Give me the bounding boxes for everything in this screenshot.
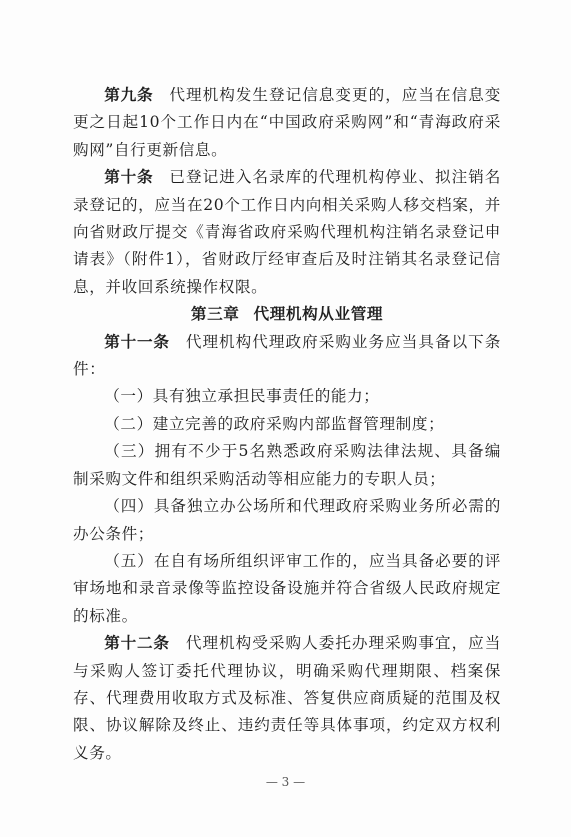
page-number: — 3 — <box>265 775 306 789</box>
chapter-title: 代理机构从业管理 <box>253 305 384 324</box>
document-body <box>73 82 501 767</box>
article-11-item-2: （二）建立完善的政府采购内部监督管理制度； <box>104 414 445 433</box>
chapter-heading <box>73 301 501 328</box>
article-9-text: 代理机构发生登记信息变更的，应当在信息变更之日起10个工作日内在“中国政府采购网”和“青海政府采购网”自行更新信息。 <box>73 86 501 159</box>
article-12 <box>73 630 501 767</box>
article-12-text: 代理机构受采购人委托办理采购事宜，应当与采购人签订委托代理协议，明确采购代理期限、档案保存、代理费用收取方式及标准、答复供应商质疑的范围及权限、协议解除及终止、违约责任等具体事项，约定双方权利义务。 <box>73 634 501 762</box>
article-10-number: 第十条 <box>104 168 154 187</box>
article-12-number: 第十二条 <box>104 634 170 653</box>
article-11-item-5: （五）在自有场所组织评审工作的，应当具备必要的评审场地和录音录像等监控设备设施并符合省级人民政府规定的标准。 <box>73 551 501 625</box>
article-11-number: 第十一条 <box>104 332 170 351</box>
article-11-item-4: （四）具备独立办公场所和代理政府采购业务所必需的办公条件； <box>73 497 501 543</box>
article-11-item-3: （三）拥有不少于5名熟悉政府采购法律法规、具备编制采购文件和组织采购活动等相应能力的专职人员； <box>73 442 501 488</box>
article-11 <box>73 329 501 384</box>
article-10 <box>73 164 501 301</box>
article-9-number: 第九条 <box>104 86 154 104</box>
article-9 <box>73 82 501 164</box>
article-11-text: 代理机构代理政府采购业务应当具备以下条件： <box>73 332 501 379</box>
article-11-item-1: （一）具有独立承担民事责任的能力； <box>104 387 380 406</box>
chapter-number: 第三章 <box>190 305 240 324</box>
article-10-text: 已登记进入名录库的代理机构停业、拟注销名录登记的，应当在20个工作日内向相关采购人移交档案，并向省财政厅提交《青海省政府采购代理机构注销名录登记申请表》（附件1），省财政厅经审查后及时注销其名录登记信息，并收回系统操作权限。 <box>73 168 501 296</box>
